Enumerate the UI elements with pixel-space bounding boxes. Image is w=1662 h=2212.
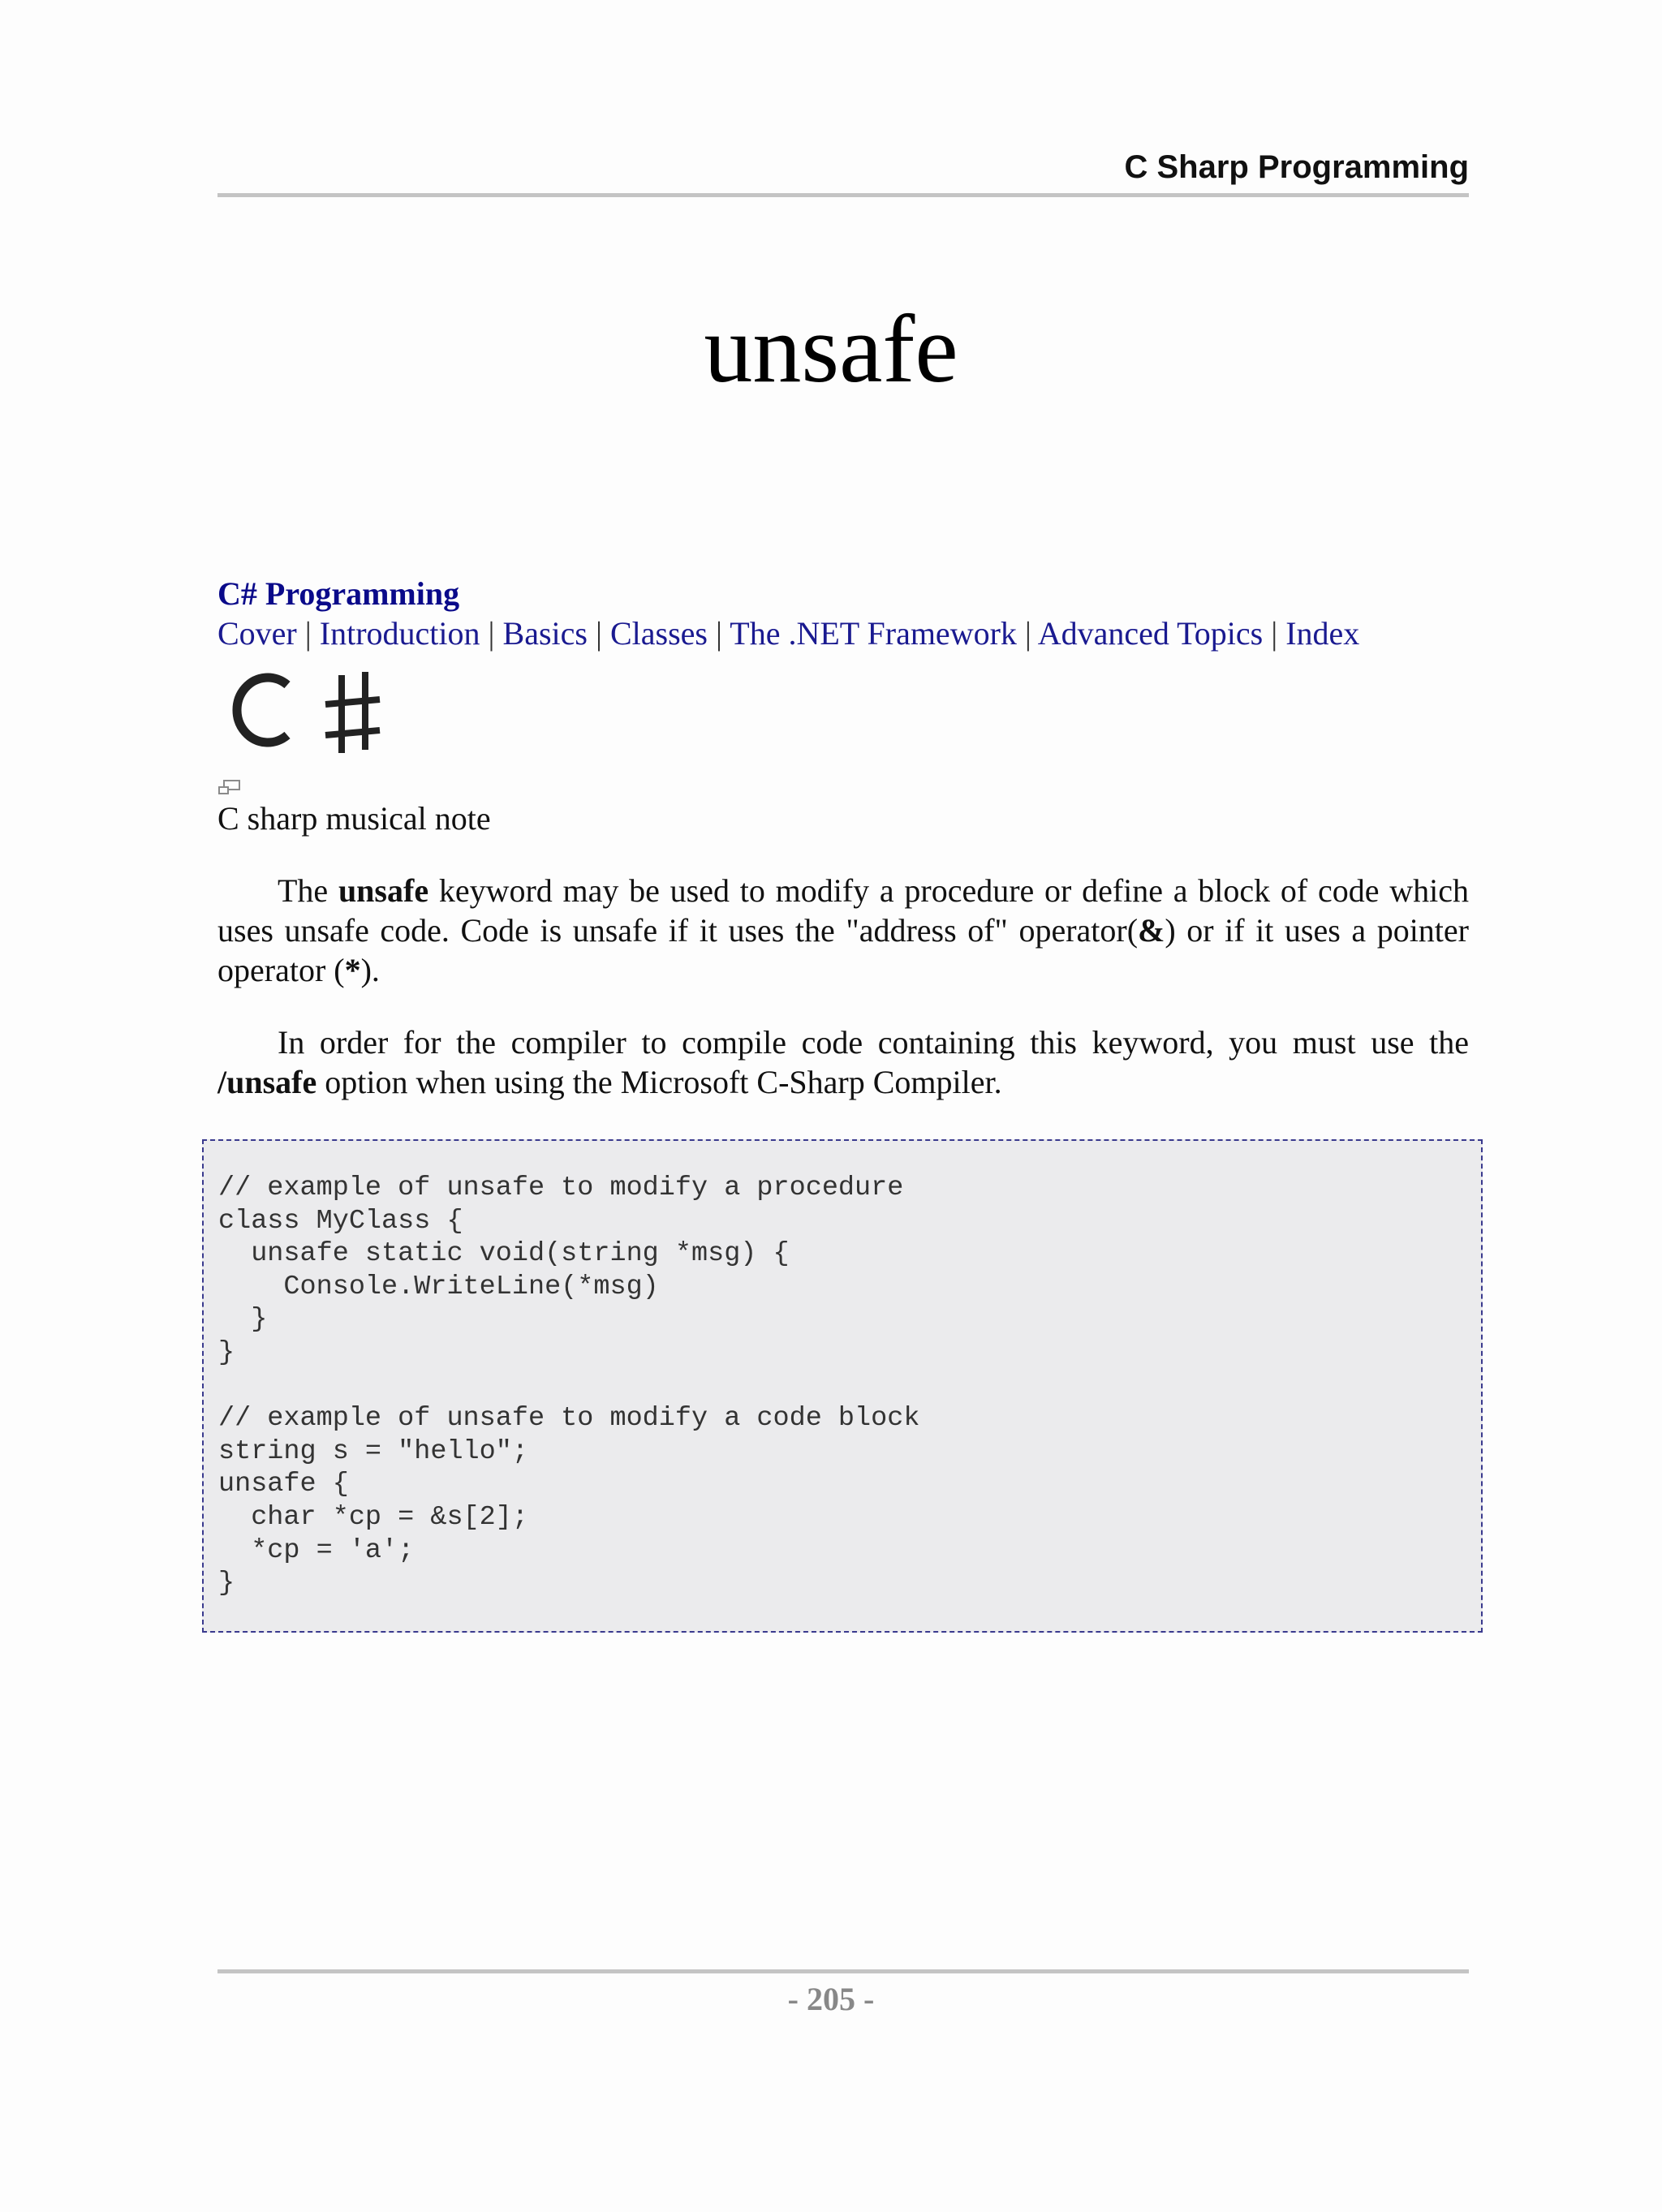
nav-heading: C# Programming: [217, 575, 460, 612]
code-block: [202, 1139, 1483, 1633]
compiler-paragraph: In order for the compiler to compile code containing this keyword, you must use the /unsafe option when using the Microsoft C-Sharp Compiler.: [217, 1024, 1469, 1100]
nav-link-classes[interactable]: Classes: [609, 615, 708, 652]
unsafe-option: /unsafe: [217, 1064, 317, 1100]
nav-link-index[interactable]: Index: [1285, 615, 1360, 652]
code-line: string s = "hello";: [218, 1435, 528, 1467]
nav-link-basics[interactable]: Basics: [502, 615, 588, 652]
nav-separator: |: [1271, 615, 1278, 652]
nav-separator: |: [715, 615, 722, 652]
enlarge-icon[interactable]: [217, 779, 242, 797]
page-title: unsafe: [704, 295, 958, 402]
address-operator: &: [1138, 912, 1165, 949]
nav-link-dotnet-framework[interactable]: The .NET Framework: [730, 615, 1017, 652]
pointer-operator: *: [344, 952, 361, 988]
logo-caption: C sharp musical note: [217, 800, 491, 837]
nav-separator: |: [595, 615, 602, 652]
code-line: }: [218, 1304, 268, 1336]
running-header: C Sharp Programming: [1124, 149, 1469, 185]
intro-paragraph: The unsafe keyword may be used to modify a procedure or define a block of code which uses unsafe code. Code is unsafe if it uses the "address of" operator(&) or if it uses a pointer operator (*).: [217, 872, 1469, 988]
nav-link-advanced-topics[interactable]: Advanced Topics: [1037, 615, 1264, 652]
code-line: *cp = 'a';: [218, 1534, 415, 1566]
code-line: unsafe {: [218, 1469, 349, 1500]
code-line: unsafe static void(string *msg) {: [218, 1238, 790, 1270]
footer-rule: [217, 1969, 1469, 1973]
nav-separator: |: [1024, 615, 1031, 652]
page-number: - 205 -: [787, 1981, 875, 2017]
nav-separator: |: [488, 615, 495, 652]
code-line: char *cp = &s[2];: [218, 1501, 528, 1533]
header-rule: [217, 193, 1469, 197]
code-line: Console.WriteLine(*msg): [218, 1271, 659, 1302]
code-line: // example of unsafe to modify a procedure: [218, 1173, 904, 1203]
nav-link-cover[interactable]: Cover: [217, 615, 297, 652]
code-listing: [218, 1172, 919, 1600]
code-line: }: [218, 1568, 235, 1599]
code-line: // example of unsafe to modify a code block: [218, 1403, 920, 1435]
nav-links: [217, 614, 1359, 652]
nav-link-introduction[interactable]: Introduction: [319, 615, 480, 652]
code-line: }: [218, 1336, 235, 1368]
code-line: class MyClass {: [218, 1205, 463, 1237]
keyword-unsafe: unsafe: [338, 872, 429, 909]
c-sharp-logo-icon[interactable]: [216, 657, 394, 763]
nav-separator: |: [304, 615, 312, 652]
